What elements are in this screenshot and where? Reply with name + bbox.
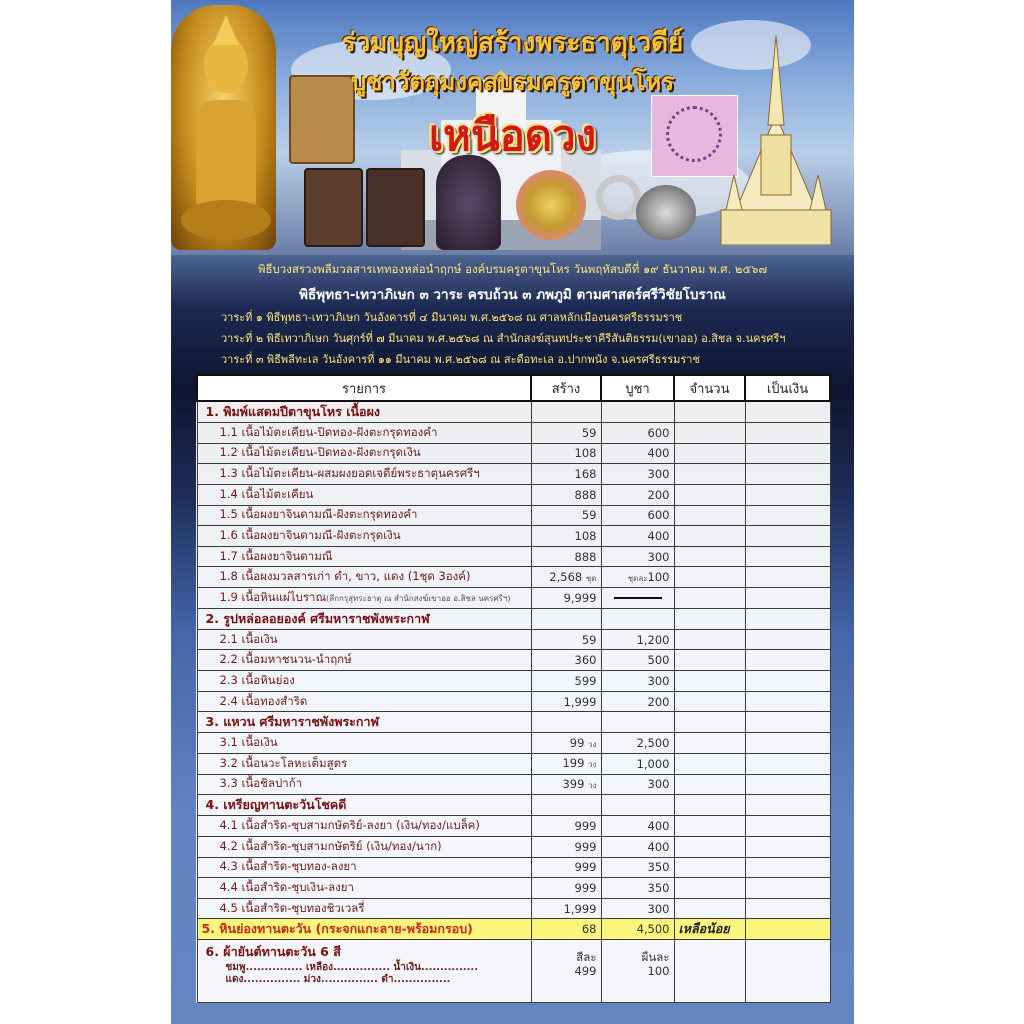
item-name: 4.3 เนื้อสำริด-ชุบทอง-ลงยา: [219, 859, 357, 874]
price: 350: [647, 880, 670, 895]
amount-cell[interactable]: [745, 443, 830, 464]
price-cell: [601, 691, 674, 712]
item-name: 1.7 เนื้อผงยาจินดามณี: [219, 548, 333, 563]
price-cell: [601, 671, 674, 692]
empty-cell: [674, 608, 745, 629]
empty-cell: [601, 401, 674, 423]
item-name-cell: [197, 878, 531, 899]
item-name: 4.5 เนื้อสำริด-ชุบทองชิวเวลรี่: [219, 900, 365, 915]
table-row: [197, 836, 830, 857]
price-cell: [601, 484, 674, 505]
section-title: 1. พิมพ์แสดมปีตาขุนโหร เนื้อผง: [197, 401, 531, 423]
price: 2,500: [636, 736, 670, 751]
made-count: 999: [574, 880, 597, 895]
statue-image: [436, 155, 501, 250]
quantity-cell[interactable]: [674, 857, 745, 878]
made-cell: [531, 774, 601, 795]
made-count: 168: [574, 467, 597, 482]
section-title: 3. แหวน ศรีมหาราชพังพระกาฬ: [197, 712, 531, 733]
quantity-cell[interactable]: [674, 836, 745, 857]
table-row: [197, 526, 830, 547]
price-cell: [601, 836, 674, 857]
table-header-row: [197, 375, 830, 401]
sunflower-coin-image: [516, 170, 586, 240]
item-name: 1.4 เนื้อไม้ตะเคียน: [219, 486, 314, 501]
quantity-cell[interactable]: [674, 816, 745, 837]
quantity-cell[interactable]: [674, 753, 745, 774]
made-count: 9,999: [563, 590, 597, 605]
item-name: 3.1 เนื้อเงิน: [219, 735, 278, 750]
item-name: 3.2 เนื้อนวะโลหะเต็มสูตร: [219, 755, 348, 770]
amount-cell[interactable]: [745, 878, 830, 899]
quantity-cell[interactable]: [674, 629, 745, 650]
price: 350: [647, 860, 670, 875]
price-cell: [601, 526, 674, 547]
item-name-cell: [197, 691, 531, 712]
item-name: 1.1 เนื้อไม้ตะเคียน-ปิดทอง-ฝังตะกรุดทองคำ: [219, 424, 438, 439]
quantity-cell[interactable]: [674, 443, 745, 464]
item-name-cell: [197, 423, 531, 444]
section-row: [197, 401, 830, 423]
table-row: [197, 671, 830, 692]
made-cell: [531, 567, 601, 588]
made-count: 59: [581, 508, 597, 523]
item-name: 2.2 เนื้อมหาชนวน-นำฤกษ์: [219, 652, 352, 667]
quantity-cell[interactable]: [674, 671, 745, 692]
price: 400: [647, 819, 670, 834]
item-name-cell: [197, 733, 531, 754]
item-note: (ลึกกรุสุทระธาตุ ณ สำนักสงฆ์เขาออ อ.สิชล นครศรีฯ): [326, 593, 511, 603]
empty-cell: [531, 712, 601, 733]
made-cell: [531, 650, 601, 671]
made-cell: [531, 836, 601, 857]
made-cell: [531, 753, 601, 774]
table-row: [197, 650, 830, 671]
section-title: 2. รูปหล่อลอยองค์ ศรีมหาราชพังพระกาฬ: [197, 608, 531, 629]
item-name: 4.1 เนื้อสำริด-ชุบสามกษัตริย์-ลงยา (เงิน/ทอง/แบล็ค): [219, 818, 480, 833]
header-quantity: จำนวน: [674, 375, 745, 401]
price-cell: [601, 629, 674, 650]
item-name: 1.5 เนื้อผงยาจินดามณี-ฝังตะกรุดทองคำ: [219, 507, 418, 522]
price-cell: [601, 816, 674, 837]
ring-image: [596, 175, 641, 220]
table-row: [197, 484, 830, 505]
made-count: 59: [581, 425, 597, 440]
table-row: [197, 505, 830, 526]
made-count: 599: [574, 673, 597, 688]
section-row: [197, 795, 830, 816]
schedule-line-3: วาระที่ ๓ พิธีพลีทะเล วันอังคารที่ ๑๑ มีนาคม พ.ศ.๒๕๖๘ ณ สะดือทะเล อ.ปากพนัง จ.นครศรีธรรมราช: [221, 353, 700, 366]
item-name-cell: [197, 650, 531, 671]
quantity-cell[interactable]: [674, 505, 745, 526]
made-count: 999: [574, 819, 597, 834]
low-stock-note: เหลือน้อย: [678, 921, 730, 937]
price-cell: [601, 857, 674, 878]
price: 300: [647, 549, 670, 564]
empty-cell: [531, 401, 601, 423]
price: 200: [647, 487, 670, 502]
made-count: 399: [562, 776, 585, 791]
amount-cell[interactable]: [745, 505, 830, 526]
made-count: 888: [574, 487, 597, 502]
amulet-image: [366, 168, 425, 247]
price-prefix: ชุดละ: [627, 573, 648, 583]
amount-cell[interactable]: [745, 546, 830, 567]
main-title: เหนือดวง: [428, 111, 597, 160]
header-item: รายการ: [197, 375, 531, 401]
quantity-cell[interactable]: [674, 691, 745, 712]
price: 500: [647, 653, 670, 668]
item-name: 2.3 เนื้อหินย่อง: [219, 672, 295, 687]
table-row-6: [197, 940, 830, 1003]
made-count: 999: [574, 839, 597, 854]
header-banner: [171, 0, 854, 255]
made-count: 99: [569, 735, 585, 750]
table-body: [197, 401, 830, 1003]
item-name-cell: [197, 588, 531, 609]
amount-cell[interactable]: [745, 588, 830, 609]
made-cell: [531, 671, 601, 692]
item-name-cell: [197, 546, 531, 567]
price-cell: [601, 753, 674, 774]
made-count: 108: [574, 529, 597, 544]
schedule-line-1: วาระที่ ๑ พิธีพุทธา-เทวาภิเษก วันอังคารที่ ๔ มีนาคม พ.ศ.๒๕๖๘ ณ ศาลหลักเมืองนครศรีธรรมราช: [221, 311, 683, 324]
row-5-price: 4,500: [601, 919, 674, 940]
made-cell: [531, 464, 601, 485]
amount-cell[interactable]: [745, 484, 830, 505]
section-row: [197, 712, 830, 733]
quantity-cell[interactable]: [674, 567, 745, 588]
row-6-price-label: ผืนละ: [641, 950, 670, 965]
table-row: [197, 898, 830, 919]
amount-cell[interactable]: [745, 898, 830, 919]
empty-cell: [745, 712, 830, 733]
price-cell: [601, 588, 674, 609]
color-options-line-1: ชมพู............... เหลือง............... น้ำเงิน...............: [225, 962, 478, 974]
empty-cell: [601, 608, 674, 629]
price: 300: [647, 777, 670, 792]
item-name-cell: [197, 898, 531, 919]
table-row: [197, 546, 830, 567]
item-name-cell: [197, 526, 531, 547]
price: 600: [647, 425, 670, 440]
item-name-cell: [197, 505, 531, 526]
row-6-cell: [197, 940, 531, 1003]
empty-cell: [745, 401, 830, 423]
item-name: 1.2 เนื้อไม้ตะเคียน-ปิดทอง-ฝังตะกรุดเงิน: [219, 445, 421, 460]
item-name: 4.4 เนื้อสำริด-ชุบเงิน-ลงยา: [219, 879, 354, 894]
made-cell: [531, 484, 601, 505]
price-cell: [601, 898, 674, 919]
made-cell: [531, 629, 601, 650]
price-table: [196, 374, 831, 1003]
header-made: สร้าง: [531, 375, 601, 401]
price: 300: [647, 673, 670, 688]
item-name-cell: [197, 567, 531, 588]
made-cell: [531, 816, 601, 837]
quantity-cell[interactable]: [674, 774, 745, 795]
made-count: 1,999: [563, 901, 597, 916]
empty-cell: [745, 608, 830, 629]
made-cell: [531, 423, 601, 444]
row-5-amount[interactable]: [745, 919, 830, 940]
amulet-image: [304, 168, 363, 247]
row-6-name: 6. ผ้ายันต์ทานตะวัน 6 สี: [205, 944, 341, 960]
made-cell: [531, 691, 601, 712]
made-cell: [531, 898, 601, 919]
made-cell: [531, 546, 601, 567]
amount-cell[interactable]: [745, 567, 830, 588]
price: 1,000: [636, 756, 670, 771]
table-row: [197, 443, 830, 464]
table-row: [197, 588, 830, 609]
made-cell: [531, 588, 601, 609]
price: 400: [647, 839, 670, 854]
table-row: [197, 464, 830, 485]
amount-cell[interactable]: [745, 857, 830, 878]
price: 200: [647, 694, 670, 709]
quantity-cell[interactable]: [674, 464, 745, 485]
item-name-cell: [197, 774, 531, 795]
title-line-2: บูชาวัตถุมงคลบรมครูตาขุนโหร: [350, 68, 675, 96]
item-name-cell: [197, 671, 531, 692]
section-row: [197, 608, 830, 629]
made-count: 2,568: [549, 569, 583, 584]
item-name: 1.3 เนื้อไม้ตะเคียน-ผสมผงยอดเจดีย์พระธาตุนครศรีฯ: [219, 466, 480, 481]
item-name-cell: [197, 443, 531, 464]
item-name-cell: [197, 753, 531, 774]
amount-cell[interactable]: [745, 526, 830, 547]
made-unit: วง: [588, 739, 597, 749]
price: 1,200: [636, 632, 670, 647]
price-cell: [601, 423, 674, 444]
schedule-line-2: วาระที่ ๒ พิธีเทวาภิเษก วันศุกร์ที่ ๗ มีนาคม พ.ศ.๒๕๖๘ ณ สำนักสงฆ์สุนทประชาคีรีสันติธรรม(เขาออ) อ.สิชล จ.นครศรีฯ: [221, 332, 786, 345]
row-5-name: 5. หินย่องทานตะวัน (กระจกแกะลาย-พร้อมกรอบ): [197, 919, 531, 940]
item-name: 1.6 เนื้อผงยาจินดามณี-ฝังตะกรุดเงิน: [219, 528, 401, 543]
made-cell: [531, 733, 601, 754]
item-name: 1.8 เนื้อผงมวลสารเก่า ดำ, ขาว, แดง (1ชุด 3องค์): [219, 569, 471, 584]
made-unit: ชุด: [585, 573, 597, 583]
price: 400: [647, 529, 670, 544]
item-name-cell: [197, 857, 531, 878]
price-cell: [601, 443, 674, 464]
header-price: บูชา: [601, 375, 674, 401]
made-unit: วง: [588, 780, 597, 790]
amount-cell[interactable]: [745, 836, 830, 857]
made-cell: [531, 443, 601, 464]
header-amount: เป็นเงิน: [745, 375, 830, 401]
quantity-cell[interactable]: [674, 588, 745, 609]
item-name: 2.4 เนื้อทองสำริด: [219, 693, 308, 708]
row-6-made: 499: [574, 964, 597, 979]
item-name-cell: [197, 836, 531, 857]
made-count: 360: [574, 653, 597, 668]
table-row: [197, 753, 830, 774]
row-6-price: 100: [647, 964, 670, 979]
price-cell: [601, 567, 674, 588]
price-cell: [601, 505, 674, 526]
item-name-cell: [197, 816, 531, 837]
amount-cell[interactable]: [745, 774, 830, 795]
ceremony-line-2: พิธีพุทธา-เทวาภิเษก ๓ วาระ ครบถ้วน ๓ ภพภูมิ ตามศาสตร์ศรีวิชัยโบราณ: [299, 287, 726, 303]
item-name: 3.3 เนื้อชิลปาก้า: [219, 776, 303, 791]
empty-cell: [674, 401, 745, 423]
amount-cell[interactable]: [745, 733, 830, 754]
empty-cell: [531, 608, 601, 629]
row-6-made-label: สีละ: [576, 950, 597, 965]
empty-cell: [674, 795, 745, 816]
empty-cell: [745, 795, 830, 816]
item-name: 4.2 เนื้อสำริด-ชุบสามกษัตริย์ (เงิน/ทอง/นาก): [219, 838, 442, 853]
table-row: [197, 423, 830, 444]
section-title: 4. เหรียญทานตะวันโชคดี: [197, 795, 531, 816]
poster: [171, 0, 854, 1024]
made-count: 888: [574, 549, 597, 564]
ceremony-line-1: พิธีบวงสรวงพลีมวลสารเททองหล่อนำฤกษ์ องค์บรมครูตาขุนโหร วันพฤหัสบดีที่ ๑๙ ธันวาคม พ.ศ. ๒๕๖๗: [257, 262, 768, 276]
row-6-made-cell: [531, 940, 601, 1003]
table-row: [197, 774, 830, 795]
quantity-cell[interactable]: [674, 733, 745, 754]
quantity-cell[interactable]: [674, 546, 745, 567]
made-unit: วง: [588, 760, 597, 770]
amount-cell[interactable]: [745, 691, 830, 712]
made-count: 59: [581, 632, 597, 647]
made-cell: [531, 878, 601, 899]
item-name-cell: [197, 629, 531, 650]
made-count: 108: [574, 446, 597, 461]
price: 300: [647, 901, 670, 916]
amount-cell[interactable]: [745, 753, 830, 774]
item-name: 1.9 เนื้อหินแผ่ไบราณ: [219, 589, 327, 604]
ring-image: [636, 185, 696, 240]
item-name: 2.1 เนื้อเงิน: [219, 631, 278, 646]
price-cell: [601, 733, 674, 754]
amount-cell[interactable]: [745, 423, 830, 444]
price-cell: [601, 774, 674, 795]
amount-cell[interactable]: [745, 629, 830, 650]
row-5-quantity[interactable]: [674, 919, 745, 940]
amount-cell[interactable]: [745, 464, 830, 485]
item-name-cell: [197, 484, 531, 505]
made-count: 199: [562, 756, 585, 771]
table-row: [197, 691, 830, 712]
empty-cell: [601, 795, 674, 816]
row-6-quantity[interactable]: [674, 940, 745, 1003]
made-count: 999: [574, 860, 597, 875]
table-row: [197, 878, 830, 899]
quantity-cell[interactable]: [674, 484, 745, 505]
quantity-cell[interactable]: [674, 423, 745, 444]
color-options-line-2: แดง............... ม่วง............... ดำ...............: [225, 974, 451, 986]
row-5-made: 68: [531, 919, 601, 940]
price-cell: [601, 650, 674, 671]
table-row: [197, 629, 830, 650]
made-cell: [531, 857, 601, 878]
table-row-5: [197, 919, 830, 940]
amount-cell[interactable]: [745, 671, 830, 692]
no-price-dash: [614, 597, 662, 599]
row-6-amount[interactable]: [745, 940, 830, 1003]
made-cell: [531, 505, 601, 526]
price: 400: [647, 446, 670, 461]
table-row: [197, 816, 830, 837]
price: 300: [647, 467, 670, 482]
empty-cell: [674, 712, 745, 733]
made-count: 1,999: [563, 694, 597, 709]
amount-cell[interactable]: [745, 816, 830, 837]
made-cell: [531, 526, 601, 547]
price-cell: [601, 546, 674, 567]
quantity-cell[interactable]: [674, 650, 745, 671]
empty-cell: [531, 795, 601, 816]
price-cell: [601, 878, 674, 899]
title-line-1: ร่วมบุญใหญ่สร้างพระธาตุเวดีย์: [341, 28, 684, 58]
row-6-price-cell: [601, 940, 674, 1003]
quantity-cell[interactable]: [674, 878, 745, 899]
table-row: [197, 567, 830, 588]
price: 100: [647, 569, 670, 584]
empty-cell: [601, 712, 674, 733]
quantity-cell[interactable]: [674, 526, 745, 547]
quantity-cell[interactable]: [674, 898, 745, 919]
table-row: [197, 733, 830, 754]
table-row: [197, 857, 830, 878]
item-name-cell: [197, 464, 531, 485]
amount-cell[interactable]: [745, 650, 830, 671]
price-cell: [601, 464, 674, 485]
price: 600: [647, 508, 670, 523]
